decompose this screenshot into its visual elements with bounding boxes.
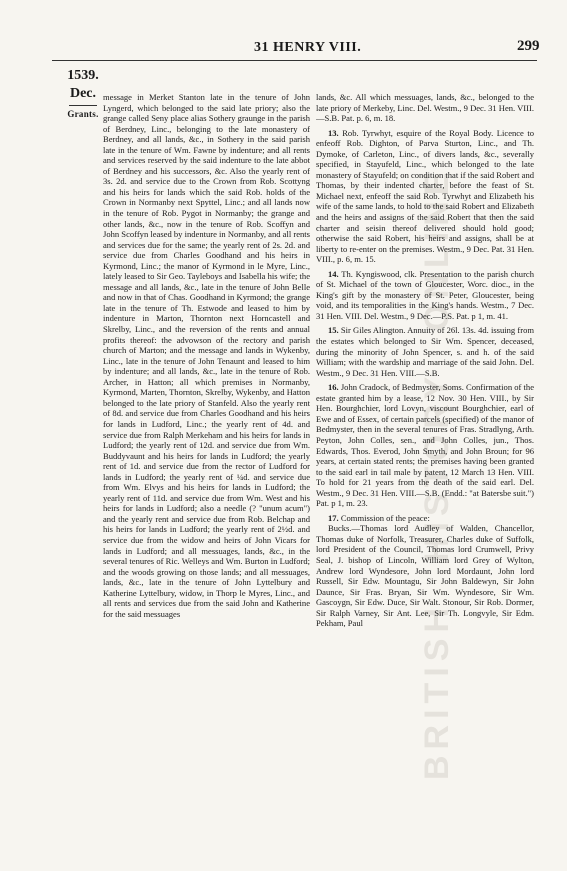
entry-number: 14. (328, 268, 339, 279)
entry-text: Rob. Tyrwhyt, esquire of the Royal Body. Licence to enfeoff Rob. Dighton, of Parva Sturton, Linc., and Th. Dymoke, of Carleton, Linc., of divers lands, &c., severally specified, in Stayufeld, Linc., which belonged to the late monastery of Stayufeld; on condition that if the said Robert and Thomas, by their indented charter, before the feast of St. Michael next, enfeoff the said Rob. Tyrwhyt and Elizabeth his wife of the same lands, to hold to the said Robert and Elizabeth and the heirs and assigns of the said Robert that then the said charter and seisin thereof delivered should hold good; otherwise the said Robert, his heirs and assigns, shall be at liberty to re-enter on the premises. Westm., 9 Dec. Pat. 31 Hen. VIII., p. 6, m. 15. (316, 127, 534, 265)
left-column (103, 92, 310, 847)
entry-text: Sir Giles Alington. Annuity of 26l. 13s. 4d. issuing from the estates which belonged to Sir Wm. Spencer, deceased, during the minority of John Spencer, s. and h. of the said William; with the wardship and marriage of the said John. Del. Westm., 9 Dec. 31 Hen. VIII.—S.B. (316, 325, 534, 378)
margin-notes (60, 67, 106, 120)
entry-14 (316, 269, 534, 322)
entry-text: John Cradock, of Bedmyster, Soms. Confirmation of the estate granted him by a lease, 12 Nov. 30 Hen. VIII., by Sir Hen. Bourghchier, lord Lovyn, viscount Bourghchier, earl of Ewe and of Essex, of certain parcels (specified) of the manor of Bedmyster, then in the several tenures of Fras. Stradlyng, Arth. Peyton, John Colles, sen., and John Colles, jun., Thos. Edwards, Thos. Everod, John Smyth, and John Broun; for 96 years, at certain stated rents; the premises having been granted to the said earl in tail male by patent, 12 March 13 Hen. VIII. To hold for 21 years from the death of the said earl. Del. Westm., 9 Dec. 31 Hen. VIII.—S.B. (Endd.: "at Batersbe suit.") Pat. p 1, m. 23. (316, 382, 534, 509)
margin-year: 1539. (67, 68, 99, 83)
page-number: 299 (517, 38, 540, 54)
commission-paragraph: Bucks.—Thomas lord Audley of Walden, Chancellor, Thomas duke of Norfolk, Treasurer, Charles duke of Suffolk, lord President of the Council, Thomas lord Crumwell, Privy Seal, J. bishop of Lincoln, William lord Grey of Wylton, Andrew lord Wyndesore, John lord Mordaunt, John lord Russell, Sir Edw. Mountagu, Sir John Baldewyn, Sir John Daunce, Sir Fras. Bryan, Sir Wm. Wyndesore, Sir Wm. Gascoygn, Sir Edw. Duce, Sir Walt. Stonour, Sir Rob. Dormer, Sir Ralph Varney, Sir Ant. Lee, Sir Th. Longvyle, Sir Edm. Pekham, Paul (316, 523, 534, 629)
running-header: 31 HENRY VIII. (254, 40, 362, 55)
entry-number: 15. (328, 325, 339, 336)
margin-month: Dec. (69, 86, 97, 101)
entry-text: Commission of the peace: (340, 512, 430, 523)
watermark-text-3: ONLINE (418, 166, 456, 331)
entry-17 (316, 513, 534, 524)
right-column (316, 92, 534, 847)
right-column-continuation: lands, &c. All which messuages, lands, &c., belonged to the late priory of Merkeby, Linc. Del. Westm., 9 Dec. 31 Hen. VIII. —S.B. Pat. p. 6, m. 18. (316, 92, 534, 124)
entry-text: Th. Kyngiswood, clk. Presentation to the parish church of St. Michael of the town of Gloucester, Worc. dioc., in the King's gift by the monastery of St. Peter, Gloucester, being void, and its temporalities in the King's hands. Westm., 7 Dec. 31 Hen. VIII. Del. Westm., 9 Dec.—P.S. Pat. p 1, m. 41. (316, 268, 534, 321)
entry-15 (316, 325, 534, 378)
entry-number: 13. (328, 127, 339, 138)
entry-number: 16. (328, 382, 339, 393)
left-column-text: message in Merket Stanton late in the tenure of John Lyngerd, which belonged to the said late priory; also the grange called Seny place alias Sothery graunge in the parish of Berdney, Linc., belonging to the late monastery of Berdney, and all lands, &c., in Sothery in the said parish late in the tenure of Wm. Fawne by indenture; and all rents and services reserved by the said indenture to the late abbot of Berdney and his successors, &c. Also the yearly rent of 3s. 2d. and service due to the Crown from Rob. Scottyng and his heirs for lands which the said Rob. holds of the Crown in Normanby next Spyttel, Linc.; and all lands now in the tenure of Rob. Pygot in Normanby; the grange and other lands, &c., now in the tenure of Rob. Scoffyn and John Scoffyn leased by indenture in Normanby, and all rents and services due for the same; the yearly rent of 2s. 2d. and service due from Charles Goodhand and his heirs in Kyrmond, Linc.; the manor of Kyrmond in le Myre, Linc., lately leased to Sir Geo. Tayleboys and Isabella his wife; the message and all lands, &c., late in the tenure of John Belle and now in that of Chas. Goodhand in Kyrmond; the grange late in the tenure of Th. Estwode and leased to him by indenture in Marton, Thornton next Horncastell and Skrelby, Linc., and the reversion of the rents and annual profits thereof: the advowson of the rectory and parish church of Marton; and the message and lands in Wykenby, Linc., late in the tenure of John Tenaunt and leased to him by indenture; and all lands, &c., late in the tenure of Rob. Archer, in Hatton; all which premises in Normanby, Kyrmond, Marten, Thornton, Skrelby, Wykenby, and Hatton belonged to the late priory of Stanfeld. Also the yearly rent of 8d. and service due from Charles Goodhand and his heirs for lands in Ludford, Linc.; the yearly rent of 4d. and service due from Ralph Merkeham and his heirs for lands in Ludford; the yearly rent of 12d. and service due from Wm. Buddyvaunt and his heirs for lands in Ludford; the yearly rent of 1d. and service due from the rector of Ludford for lands in Ludford; the yearly rent of ¼d. and service due from Wm. Elvys and his heirs for lands in Ludford; the yearly rent of 11d. and service due from Wm. West and his heirs for lands in Ludford; also a needle (? "unum acum") and the yearly rent and service due from Rob. Belchap and his heirs for lands in Ludford; the yearly rent of 2½d. and service due from the widow and heirs of John Vicars for lands in Ludford; and all messuages, lands, &c., in the several tenures of Ric. Welleys and Wm. Burton in Ludford; and the woods growing on those lands; and all messuages, lands, &c., late in the tenure of John Lyttelbury and Katherine Lyttelbury, widow, in Thorp le Myres, Linc., and all rents and services due from the said John and Katherine for the said messuages (103, 92, 310, 619)
entry-16 (316, 382, 534, 509)
entry-13 (316, 128, 534, 265)
margin-rule (69, 105, 97, 106)
margin-section: Grants. (67, 109, 99, 119)
watermark-text-2: HISTORY (418, 370, 456, 562)
entry-number: 17. (328, 512, 339, 523)
watermark-text-1: BRITISH (418, 602, 456, 780)
header-rule (52, 60, 537, 61)
